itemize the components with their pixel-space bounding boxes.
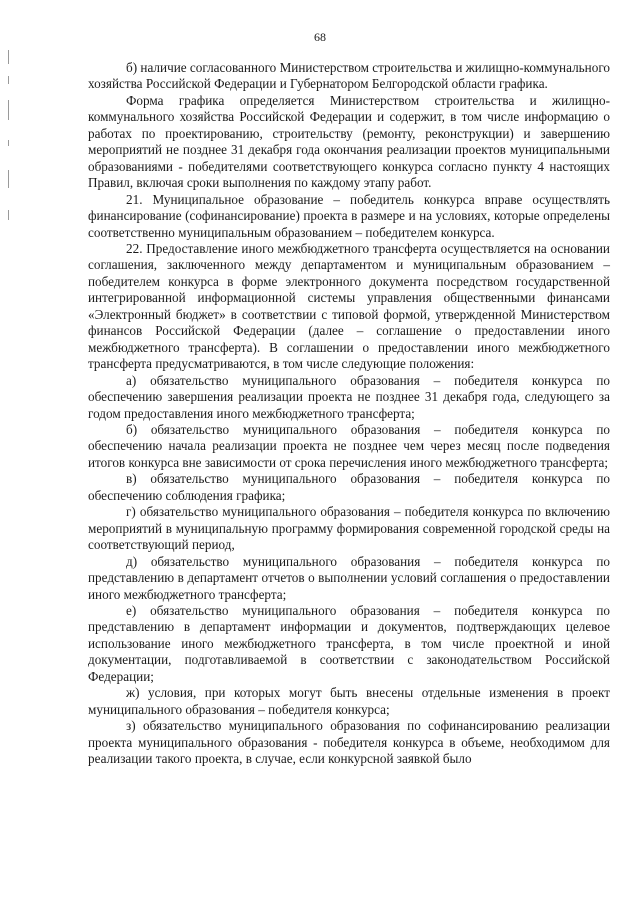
paragraph-22-z: з) обязательство муниципального образования по софинансированию реализации проекта муниципального образования - победителя конкурса в объеме, необходимом для реализации такого проекта, в случае, если конкурсной заявкой было — [88, 718, 610, 767]
paragraph-21: 21. Муниципальное образование – победитель конкурса вправе осуществлять финансирование (софинансирование) проекта в размере и на условиях, которые определены соответственно муниципальным образованием – победителем конкурса. — [88, 191, 610, 240]
paragraph-schedule-form: Форма графика определяется Министерством строительства и жилищно-коммунального хозяйства Российской Федерации и содержит, в том числе информацию о работах по проектированию, строительству (ремонту, реконструкции) и завершению мероприятий не позднее 31 декабря года окончания реализации проектов муниципальными образованиями - победителями соответствующего конкурса согласно пункту 4 настоящих Правил, включая сроки выполнения по каждому этапу работ. — [88, 92, 610, 191]
paragraph-22-v: в) обязательство муниципального образования – победителя конкурса по обеспечению соблюдения графика; — [88, 471, 610, 503]
document-body — [88, 60, 610, 767]
paragraph-22-e: е) обязательство муниципального образования – победителя конкурса по представлению в департамент информации и документов, подтверждающих целевое использование иного межбюджетного трансферта, в том числе проектной и иной документации, подготавливаемой в соответствии с законодательством Российской Федерации; — [88, 602, 610, 684]
paragraph-22-a: а) обязательство муниципального образования – победителя конкурса по обеспечению завершения реализации проекта не позднее 31 декабря года, следующего за годом предоставления иного межбюджетного трансферта; — [88, 372, 610, 421]
paragraph-22-d: д) обязательство муниципального образования – победителя конкурса по представлению в департамент отчетов о выполнении условий соглашения о предоставлении иного межбюджетного трансферта; — [88, 553, 610, 602]
scan-margin-marks — [0, 40, 20, 260]
paragraph-22: 22. Предоставление иного межбюджетного трансферта осуществляется на основании соглашения, заключенного между департаментом и муниципальным образованием – победителем конкурса в форме электронного документа посредством государственной интегрированной информационной системы управления общественными финансами «Электронный бюджет» в соответствии с типовой формой, утвержденной Министерством финансов Российской Федерации (далее – соглашение о предоставлении иного межбюджетного трансферта). В соглашении о предоставлении иного межбюджетного трансферта предусматриваются, в том числе следующие положения: — [88, 240, 610, 372]
paragraph-22-g: г) обязательство муниципального образования – победителя конкурса по включению мероприятий в муниципальную программу формирования современной городской среды на соответствующий период, — [88, 504, 610, 553]
page-number: 68 — [314, 30, 326, 44]
paragraph-b-schedule: б) наличие согласованного Министерством строительства и жилищно-коммунального хозяйства Российской Федерации и Губернатором Белгородской области графика. — [88, 60, 610, 92]
paragraph-22-zh: ж) условия, при которых могут быть внесены отдельные изменения в проект муниципального образования – победителя конкурса; — [88, 685, 610, 717]
paragraph-22-b: б) обязательство муниципального образования – победителя конкурса по обеспечению начала реализации проекта не позднее чем через месяц после подведения итогов конкурса вне зависимости от срока перечисления иного межбюджетного трансферта; — [88, 421, 610, 470]
